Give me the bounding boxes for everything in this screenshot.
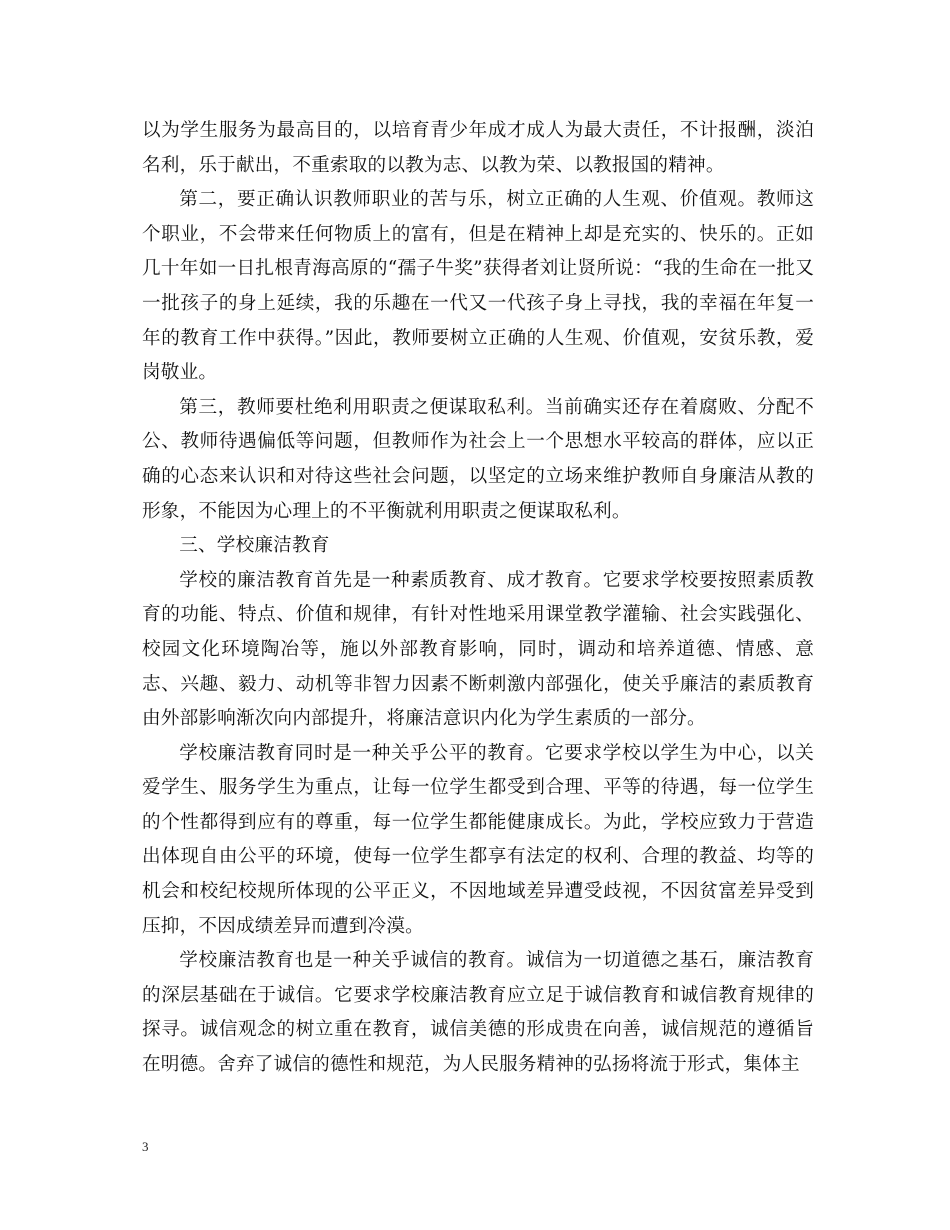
paragraph-second-point: 第二，要正确认识教师职业的苦与乐，树立正确的人生观、价值观。教师这个职业，不会带来任何物质上的富有，但是在精神上却是充实的、快乐的。正如几十年如一日扎根青海高原的“孺子牛奖”获得者刘让贤所说：“我的生命在一批又一批孩子的身上延续，我的乐趣在一代又一代孩子身上寻找，我的幸福在年复一年的教育工作中获得。”因此，教师要树立正确的人生观、价值观，安贫乐教，爱岗敬业。 <box>142 189 814 384</box>
page-number: 3 <box>142 1139 149 1154</box>
paragraph-quality-education: 学校的廉洁教育首先是一种素质教育、成才教育。它要求学校要按照素质教育的功能、特点、价值和规律，有针对性地采用课堂教学灌输、社会实践强化、校园文化环境陶冶等，施以外部教育影响，同时，调动和培养道德、情感、意志、兴趣、毅力、动机等非智力因素不断刺激内部强化，使关乎廉洁的素质教育由外部影响渐次向内部提升，将廉洁意识内化为学生素质的一部分。 <box>142 569 814 730</box>
paragraph-integrity-education: 学校廉洁教育也是一种关乎诚信的教育。诚信为一切道德之基石，廉洁教育的深层基础在于诚信。它要求学校廉洁教育应立足于诚信教育和诚信教育规律的探寻。诚信观念的树立重在教育，诚信美德的形成贵在向善，诚信规范的遵循旨在明德。舍弃了诚信的德性和规范，为人民服务精神的弘扬将流于形式，集体主 <box>142 950 814 1076</box>
paragraph-continuation: 以为学生服务为最高目的，以培育青少年成才成人为最大责任，不计报酬，淡泊名利，乐于献出，不重索取的以教为志、以教为荣、以教报国的精神。 <box>142 120 814 176</box>
section-heading: 三、学校廉洁教育 <box>179 535 330 557</box>
paragraph-third-point: 第三，教师要杜绝利用职责之便谋取私利。当前确实还存在着腐败、分配不公、教师待遇偏低等问题，但教师作为社会上一个思想水平较高的群体，应以正确的心态来认识和对待这些社会问题，以坚定的立场来维护教师自身廉洁从教的形象，不能因为心理上的不平衡就利用职责之便谋取私利。 <box>142 396 814 522</box>
document-page <box>142 114 814 1083</box>
paragraph-fairness-education: 学校廉洁教育同时是一种关乎公平的教育。它要求学校以学生为中心，以关爱学生、服务学生为重点，让每一位学生都受到合理、平等的待遇，每一位学生的个性都得到应有的尊重，每一位学生都能健康成长。为此，学校应致力于营造出体现自由公平的环境，使每一位学生都享有法定的权利、合理的教益、均等的机会和校纪校规所体现的公平正义，不因地域差异遭受歧视，不因贫富差异受到压抑，不因成绩差异而遭到冷漠。 <box>142 742 814 937</box>
